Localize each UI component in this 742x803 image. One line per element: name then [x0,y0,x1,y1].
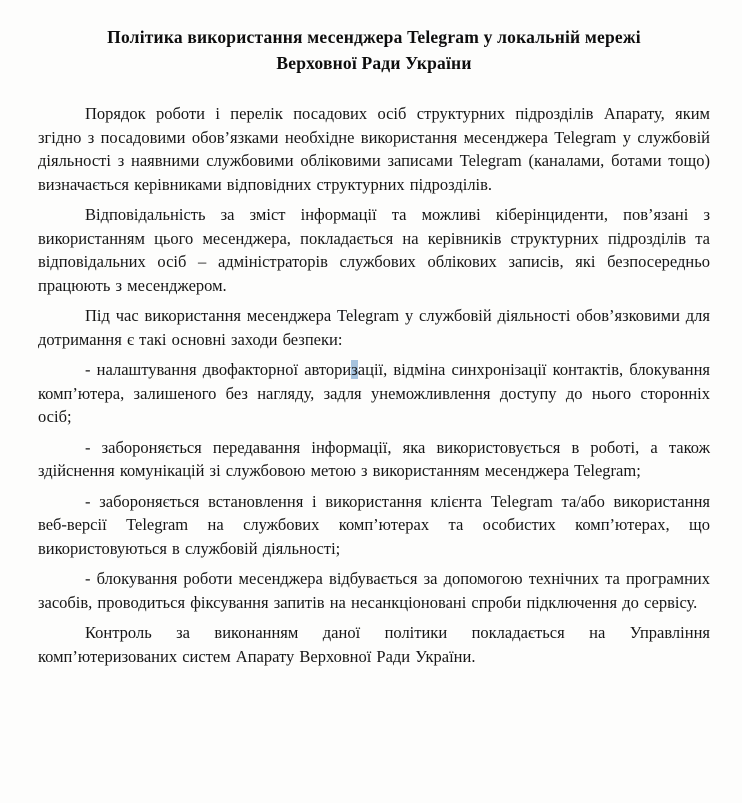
bullet-item-client-install-ban: - забороняється встановлення і використання клієнта Telegram та/або використання веб-версії Telegram на службових комп’ютерах та особистих комп’ютерах, що використовуються в службовій діяльності; [38,491,710,558]
bullet-item-blocking-measures: - блокування роботи месенджера відбувається за допомогою технічних та програмних засобів, проводиться фіксування запитів на несанкціоновані спроби підключення до сервісу. [38,569,710,612]
paragraph-intro-scope: Порядок роботи і перелік посадових осіб структурних підрозділів Апарату, яким згідно з посадовими обов’язками необхідне використання месенджера Telegram у службовій діяльності з наявними службовими обліковими записами Telegram (каналами, ботами тощо) визначається керівниками відповідних структурних підрозділів. [38,104,710,194]
document-title-line-1: Політика використання месенджера Telegram у локальній мережі [107,27,641,47]
paragraph-security-measures-intro: Під час використання месенджера Telegram у службовій діяльності обов’язковими для дотримання є такі основні заходи безпеки: [38,306,710,349]
bullet-item-information-transfer-ban: - забороняється передавання інформації, яка використовується в роботі, а також здійснення комунікацій зі службовою метою з використанням месенджера Telegram; [38,437,710,480]
bullet-text-after-highlight: ації, відміна синхронізації контактів, блокування комп’ютера, залишеного без нагляду, задля унеможливлення доступу до нього сторонніх осіб; [38,360,710,426]
bullet-item-two-factor [38,358,710,429]
bullet-text-before-highlight: - налаштування двофакторної автори [85,360,352,379]
document-title-line-2: Верховної Ради України [276,53,472,73]
paragraph-control: Контроль за виконанням даної політики покладається на Управління комп’ютеризованих систем Апарату Верховної Ради України. [38,623,710,666]
highlighted-character: з [351,360,358,379]
paragraph-responsibility: Відповідальність за зміст інформації та можливі кіберінциденти, пов’язані з використанням цього месенджера, покладається на керівників структурних підрозділів та відповідальних осіб – адміністраторів службових облікових записів, які безпосередньо працюють з месенджером. [38,205,710,295]
document-title [68,24,680,76]
document-body [38,102,710,668]
